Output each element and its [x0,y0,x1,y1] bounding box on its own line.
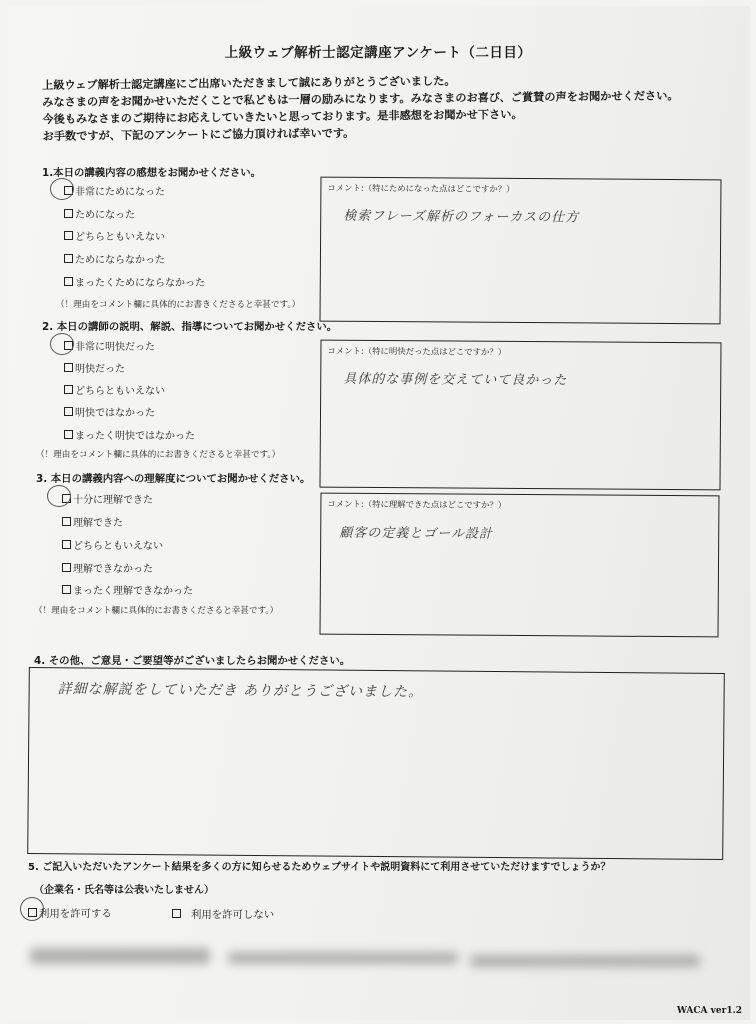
q1-option-5[interactable]: まったくためにならなかった [64,274,205,289]
q5-option-allow[interactable]: 利用を許可する [28,905,112,920]
intro-text [42,70,679,145]
q1-note: （！理由をコメント欄に具体的にお書きくださると幸甚です。） [56,300,301,310]
selection-circle [50,178,74,200]
q1-option-1[interactable]: 非常にためになった [64,183,165,198]
selection-circle [47,485,71,507]
q1-comment-box[interactable] [319,177,721,325]
question-2-title: 2. 本日の講師の説明、解説、指導についてお聞かせください。 [42,321,338,333]
q2-comment-label: コメント:（特に明快だった点はどこですか？） [327,345,507,357]
checkbox[interactable] [62,517,71,526]
q2-note: （！理由をコメント欄に具体的にお書きくださると幸甚です。） [36,450,281,460]
q5-option-deny[interactable]: 利用を許可しない [172,906,274,921]
redacted-contact [470,955,700,967]
question-4-title: 4. その他、ご意見・ご要望等がございましたらお聞かせください。 [34,655,351,667]
q3-option-1[interactable]: 十分に理解できた [62,491,153,506]
q2-option-5[interactable]: まったく明快ではなかった [64,427,195,442]
q3-comment-label: コメント:（特に理解できた点はどこですか？） [327,498,507,510]
checkbox[interactable] [62,585,71,594]
intro-line: 上級ウェブ解析士認定講座にご出席いただきまして誠にありがとうございました。 [42,74,456,92]
q3-note: （！理由をコメント欄に具体的にお書きくださると幸甚です。） [34,606,279,616]
page-title: 上級ウェブ解析士認定講座アンケート（二日目） [224,45,532,61]
redacted-name [228,952,458,964]
checkbox[interactable] [64,231,73,240]
checkbox[interactable] [64,385,73,394]
question-3-title: 3. 本日の講義内容への理解度についてお聞かせください。 [36,473,311,485]
q3-option-5[interactable]: まったく理解できなかった [62,582,193,597]
intro-line: みなさまの声をお聞かせいただくことで私どもは一層の励みになります。みなさまのお喜び、ご賞賛の声をお聞かせください。 [42,89,679,109]
checkbox[interactable] [64,430,73,439]
q2-option-1[interactable]: 非常に明快だった [64,338,155,353]
q3-comment-box[interactable] [320,493,720,638]
checkbox[interactable] [62,563,71,572]
q3-option-4[interactable]: 理解できなかった [62,560,153,575]
q2-comment-box[interactable] [319,340,721,491]
checkbox[interactable] [172,909,181,918]
q4-comment-handwriting: 詳細な解説をしていただき ありがとうございました。 [57,681,424,701]
checkbox[interactable] [62,540,71,549]
q1-comment-handwriting: 検索フレーズ解析のフォーカスの仕方 [343,208,580,226]
selection-circle [20,897,44,921]
checkbox[interactable] [64,277,73,286]
q3-option-2[interactable]: 理解できた [62,514,123,529]
q3-option-3[interactable]: どちらともいえない [62,537,163,552]
checkbox[interactable] [64,254,73,263]
q1-comment-label: コメント:（特にためになった点はどこですか？） [327,182,515,194]
question-5-subtitle: （企業名・氏名等は公表いたしません） [34,885,214,896]
version-label: WACA ver1.2 [676,1006,742,1016]
intro-line: お手数ですが、下記のアンケートにご協力頂ければ幸いです。 [42,126,355,143]
q4-comment-box[interactable] [27,667,725,860]
q1-option-2[interactable]: ためになった [64,206,135,221]
redacted-company [30,948,210,964]
checkbox[interactable] [64,407,73,416]
q2-option-3[interactable]: どちらともいえない [64,382,165,397]
q1-option-3[interactable]: どちらともいえない [64,228,165,243]
selection-circle [50,333,74,355]
q2-option-4[interactable]: 明快ではなかった [64,404,155,419]
intro-line: 今後もみなさまのご期待にお応えしていきたいと思っております。是非感想をお聞かせ下さい。 [42,107,523,126]
q2-option-2[interactable]: 明快だった [64,360,125,375]
checkbox[interactable] [64,363,73,372]
q2-comment-handwriting: 具体的な事例を交えていて良かった [343,371,568,389]
question-5-title: 5. ご記入いただいたアンケート結果を多くの方に知らせるためウェブサイトや説明資料にて利用させていただけますでしょうか？ [28,862,611,873]
question-1-title: 1.本日の講義内容の感想をお聞かせください。 [42,167,261,179]
checkbox[interactable] [64,209,73,218]
q1-option-4[interactable]: ためにならなかった [64,251,165,266]
q3-comment-handwriting: 顧客の定義とゴール設計 [339,525,494,542]
